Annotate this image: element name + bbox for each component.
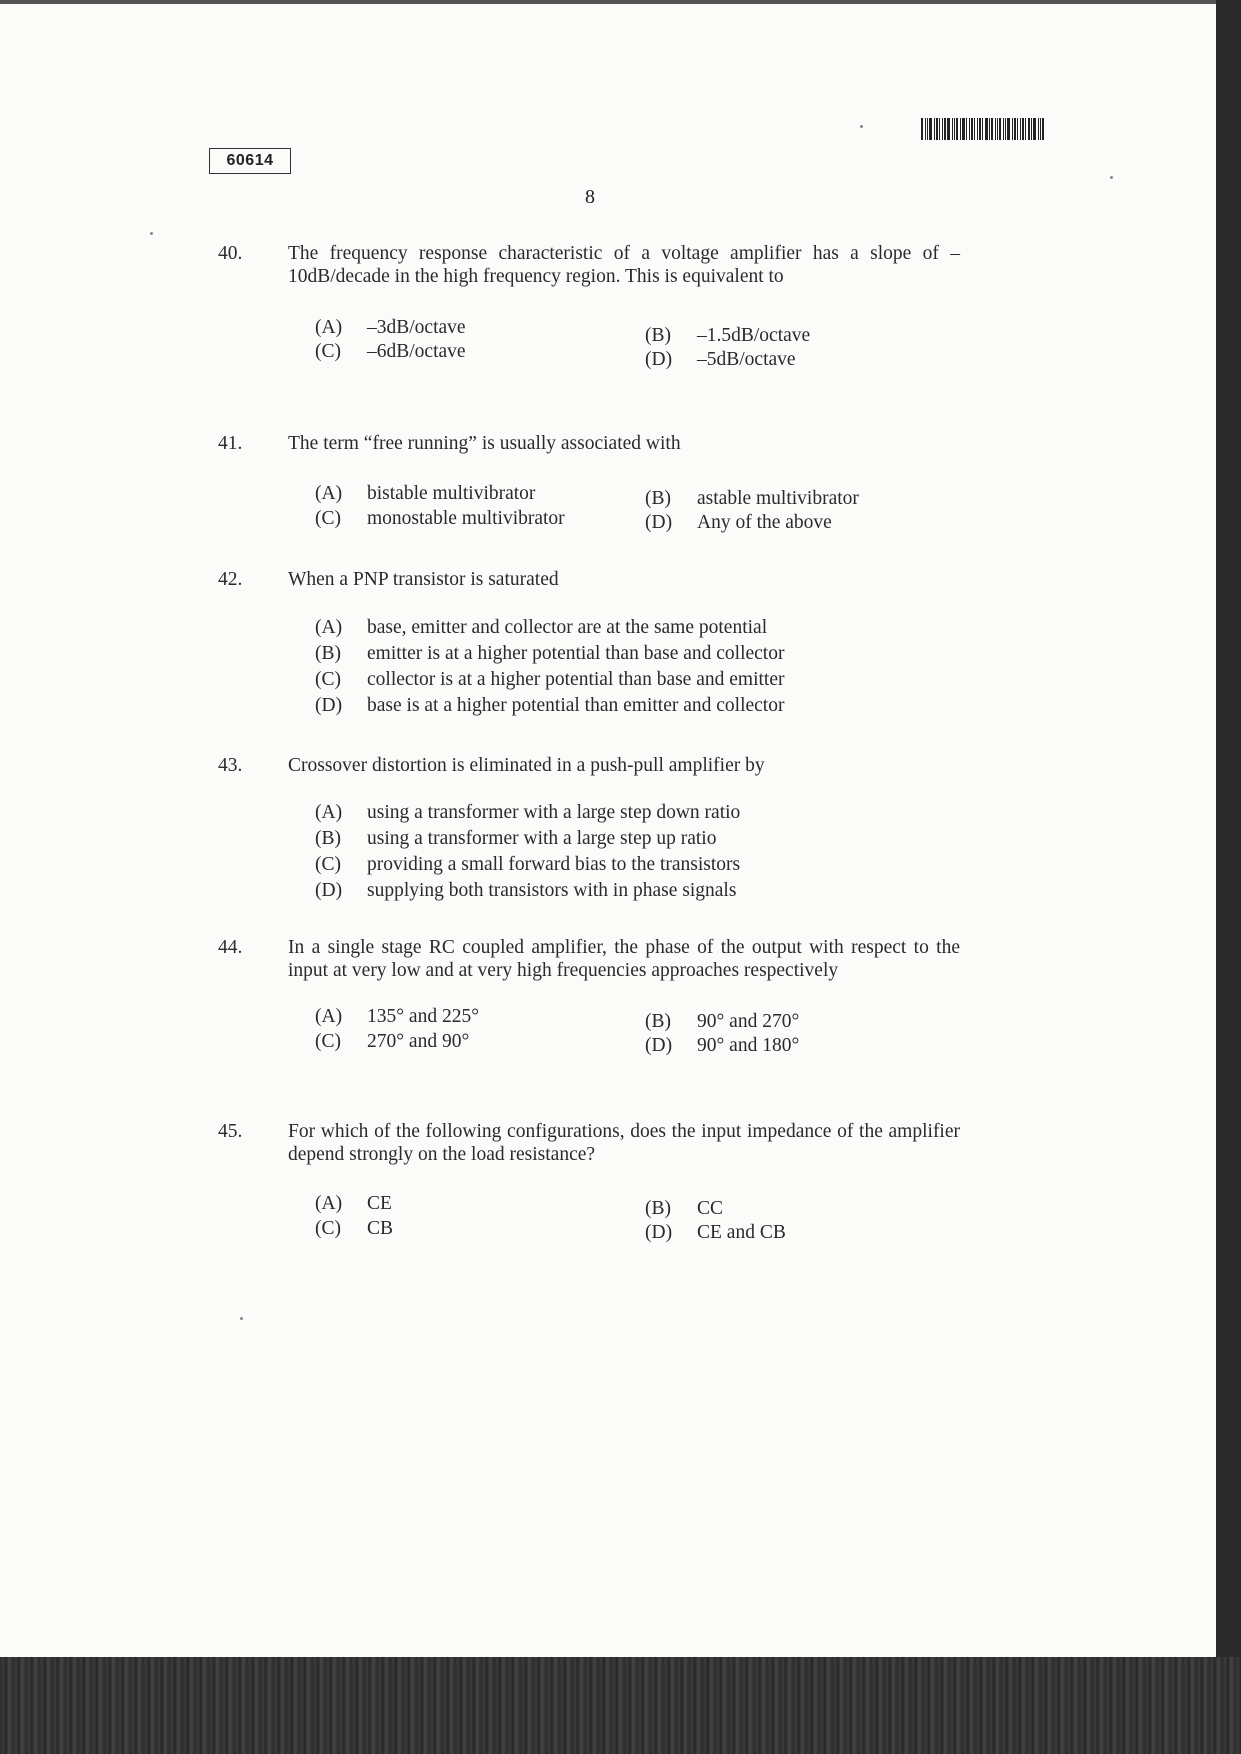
barcode-bar bbox=[942, 118, 943, 140]
barcode-bar bbox=[947, 118, 950, 140]
option-d bbox=[315, 879, 968, 902]
option-label: (D) bbox=[645, 1035, 673, 1056]
question-number: 44. bbox=[218, 937, 243, 958]
barcode-bar bbox=[997, 118, 998, 140]
option-d bbox=[645, 348, 975, 371]
option-label: (C) bbox=[315, 854, 341, 875]
option-label: (C) bbox=[315, 1031, 341, 1052]
option-label: (A) bbox=[315, 802, 343, 823]
barcode-bar bbox=[944, 118, 946, 140]
option-text: –5dB/octave bbox=[697, 349, 796, 370]
options-grid bbox=[315, 316, 968, 371]
options-list bbox=[315, 616, 968, 717]
barcode-bar bbox=[1017, 118, 1018, 140]
option-text: base, emitter and collector are at the same potential bbox=[367, 617, 768, 638]
option-d bbox=[645, 511, 975, 534]
option-c bbox=[315, 668, 968, 691]
scan-speck bbox=[860, 125, 863, 128]
options-grid bbox=[315, 1005, 968, 1057]
option-text: base is at a higher potential than emitter and collector bbox=[367, 695, 785, 716]
question-42 bbox=[218, 568, 968, 720]
question-text: When a PNP transistor is saturated bbox=[288, 569, 559, 590]
option-text: monostable multivibrator bbox=[367, 508, 565, 529]
barcode-bar bbox=[1007, 118, 1010, 140]
barcode-bar bbox=[1033, 118, 1036, 140]
option-label: (B) bbox=[645, 1011, 671, 1032]
barcode-bar bbox=[1014, 118, 1016, 140]
barcode-bar bbox=[985, 118, 988, 140]
option-text: CE and CB bbox=[697, 1222, 786, 1243]
barcode-bar bbox=[1028, 118, 1030, 140]
barcode-bar bbox=[966, 118, 967, 140]
option-c bbox=[315, 340, 645, 371]
option-text: 270° and 90° bbox=[367, 1031, 470, 1052]
barcode-bar bbox=[995, 118, 996, 140]
barcode-bar bbox=[1031, 118, 1032, 140]
question-45 bbox=[218, 1120, 968, 1244]
question-text: In a single stage RC coupled amplifier, the phase of the output with respect to the input at very low and at very high frequencies approaches respectively bbox=[288, 937, 960, 981]
option-label: (A) bbox=[315, 1193, 343, 1214]
option-label: (D) bbox=[645, 1222, 673, 1243]
barcode-bar bbox=[1040, 118, 1041, 140]
option-label: (D) bbox=[645, 349, 673, 370]
option-b bbox=[645, 1197, 975, 1220]
option-c bbox=[315, 507, 645, 534]
question-number: 40. bbox=[218, 243, 243, 264]
option-a bbox=[315, 801, 968, 824]
barcode-bar bbox=[971, 118, 973, 140]
barcode-bar bbox=[982, 118, 983, 140]
question-text: For which of the following configurations, does the input impedance of the amplifier depend strongly on the load resistance? bbox=[288, 1121, 960, 1165]
barcode-bar bbox=[934, 118, 935, 140]
option-c bbox=[315, 1217, 645, 1244]
option-label: (B) bbox=[645, 325, 671, 346]
option-label: (B) bbox=[315, 828, 341, 849]
barcode-bar bbox=[925, 118, 926, 140]
option-label: (A) bbox=[315, 617, 343, 638]
option-label: (C) bbox=[315, 1218, 341, 1239]
option-text: CE bbox=[367, 1193, 392, 1214]
option-b bbox=[315, 642, 968, 665]
question-44 bbox=[218, 936, 968, 1057]
barcode-bar bbox=[1022, 118, 1024, 140]
option-label: (C) bbox=[315, 669, 341, 690]
barcode-bar bbox=[939, 118, 940, 140]
option-d bbox=[315, 694, 968, 717]
question-text: Crossover distortion is eliminated in a push-pull amplifier by bbox=[288, 755, 765, 776]
option-b bbox=[645, 324, 975, 347]
option-text: emitter is at a higher potential than base and collector bbox=[367, 643, 785, 664]
question-number: 45. bbox=[218, 1121, 243, 1142]
barcode-bar bbox=[929, 118, 932, 140]
option-text: –1.5dB/octave bbox=[697, 325, 811, 346]
option-a bbox=[315, 1192, 645, 1220]
barcode-bar bbox=[999, 118, 1001, 140]
paper-code-box: 60614 bbox=[209, 148, 291, 174]
question-text: The frequency response characteristic of a voltage amplifier has a slope of –10dB/decade in the high frequency region. This is equivalent to bbox=[288, 243, 960, 287]
option-label: (C) bbox=[315, 341, 341, 362]
option-b bbox=[645, 1010, 975, 1033]
option-text: supplying both transistors with in phase signals bbox=[367, 880, 737, 901]
option-text: Any of the above bbox=[697, 512, 832, 533]
barcode-bar bbox=[989, 118, 990, 140]
barcode-bar bbox=[979, 118, 981, 140]
barcode-bar bbox=[977, 118, 978, 140]
option-label: (D) bbox=[315, 880, 343, 901]
barcode-bar bbox=[921, 118, 923, 140]
options-list bbox=[315, 801, 968, 902]
barcode-bar bbox=[1012, 118, 1013, 140]
option-label: (B) bbox=[645, 1198, 671, 1219]
option-text: using a transformer with a large step down ratio bbox=[367, 802, 741, 823]
barcode-bar bbox=[936, 118, 938, 140]
option-text: astable multivibrator bbox=[697, 488, 859, 509]
option-label: (A) bbox=[315, 1006, 343, 1027]
option-text: providing a small forward bias to the transistors bbox=[367, 854, 741, 875]
barcode-bar bbox=[960, 118, 961, 140]
option-text: –3dB/octave bbox=[367, 317, 466, 338]
option-text: collector is at a higher potential than base and emitter bbox=[367, 669, 785, 690]
page-number: 8 bbox=[585, 186, 595, 208]
option-label: (D) bbox=[315, 695, 343, 716]
question-number: 43. bbox=[218, 755, 243, 776]
option-text: 135° and 225° bbox=[367, 1006, 480, 1027]
scan-speck bbox=[1110, 176, 1113, 179]
option-text: –6dB/octave bbox=[367, 341, 466, 362]
barcode-bar bbox=[954, 118, 955, 140]
barcode-bar bbox=[962, 118, 965, 140]
option-c bbox=[315, 1030, 645, 1057]
scan-top-edge bbox=[0, 0, 1216, 4]
scan-bottom-border bbox=[0, 1657, 1241, 1754]
barcode-bar bbox=[1042, 118, 1044, 140]
barcode-bar bbox=[927, 118, 928, 140]
option-c bbox=[315, 853, 968, 876]
barcode-bar bbox=[969, 118, 970, 140]
barcode-image bbox=[921, 118, 1053, 140]
scan-speck bbox=[150, 232, 153, 235]
option-label: (B) bbox=[315, 643, 341, 664]
option-text: bistable multivibrator bbox=[367, 483, 536, 504]
barcode-bar bbox=[1025, 118, 1026, 140]
option-label: (A) bbox=[315, 483, 343, 504]
barcode-bar bbox=[1005, 118, 1006, 140]
question-number: 42. bbox=[218, 569, 243, 590]
option-text: 90° and 180° bbox=[697, 1035, 800, 1056]
scan-right-border bbox=[1216, 0, 1241, 1754]
barcode-bar bbox=[974, 118, 975, 140]
options-grid bbox=[315, 1192, 968, 1244]
option-text: using a transformer with a large step up ratio bbox=[367, 828, 717, 849]
question-40 bbox=[218, 242, 968, 371]
option-b bbox=[315, 827, 968, 850]
option-d bbox=[645, 1034, 975, 1057]
option-label: (C) bbox=[315, 508, 341, 529]
option-label: (A) bbox=[315, 317, 343, 338]
option-text: CC bbox=[697, 1198, 724, 1219]
options-grid bbox=[315, 482, 968, 534]
option-a bbox=[315, 1005, 645, 1033]
option-a bbox=[315, 616, 968, 639]
scan-speck bbox=[240, 1317, 243, 1320]
option-b bbox=[645, 487, 975, 510]
barcode-bar bbox=[1003, 118, 1004, 140]
question-text: The term “free running” is usually associated with bbox=[288, 433, 681, 454]
option-text: CB bbox=[367, 1218, 394, 1239]
barcode-bar bbox=[952, 118, 953, 140]
barcode-bar bbox=[1020, 118, 1021, 140]
barcode-bar bbox=[991, 118, 993, 140]
question-41 bbox=[218, 432, 968, 534]
option-d bbox=[645, 1221, 975, 1244]
barcode-bar bbox=[1038, 118, 1039, 140]
option-label: (D) bbox=[645, 512, 673, 533]
option-a bbox=[315, 482, 645, 510]
barcode-bar bbox=[956, 118, 958, 140]
option-text: 90° and 270° bbox=[697, 1011, 800, 1032]
option-label: (B) bbox=[645, 488, 671, 509]
question-number: 41. bbox=[218, 433, 243, 454]
question-43 bbox=[218, 754, 968, 905]
